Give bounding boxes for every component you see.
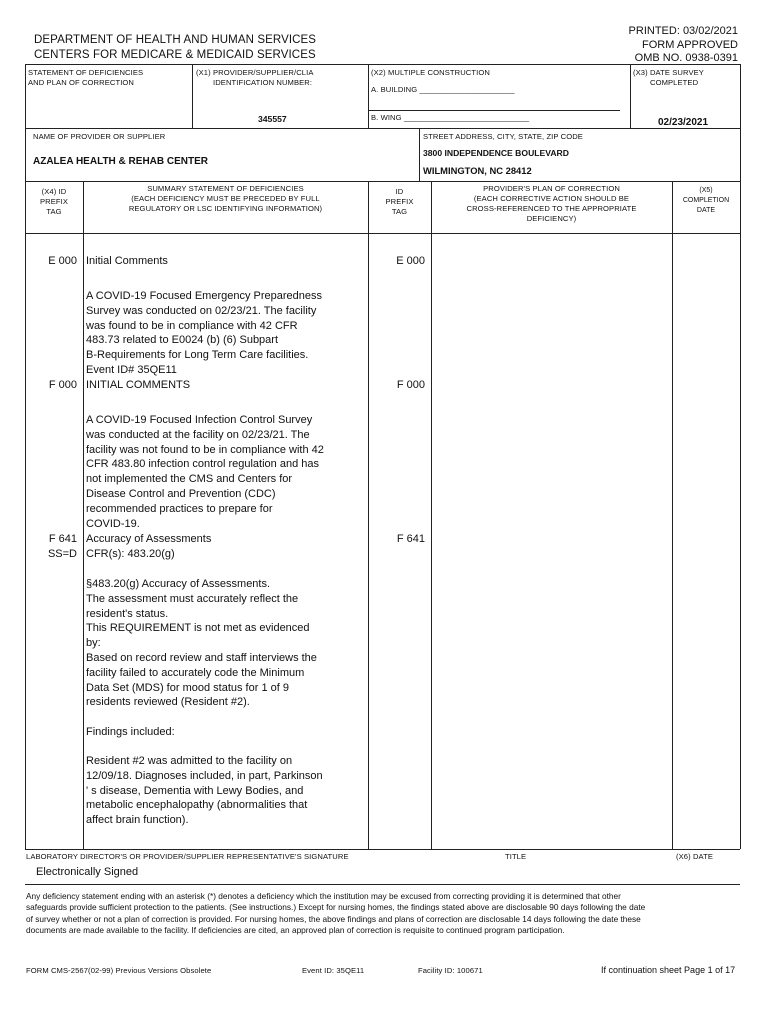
body-bottom bbox=[25, 849, 740, 850]
street-address: 3800 INDEPENDENCE BOULEVARD bbox=[423, 148, 569, 158]
tag-e000: E 000 bbox=[48, 255, 77, 267]
building-field: A. BUILDING ______________________ bbox=[371, 85, 515, 94]
id-tag-f641: F 641 bbox=[396, 533, 425, 545]
title-e000: Initial Comments bbox=[86, 255, 168, 267]
event-id: Event ID: 35QE11 bbox=[302, 966, 365, 975]
disclosure-note: Any deficiency statement ending with an asterisk (*) denotes a deficiency which the institution may be excused from correcting providing it is determined that other safeguards provide sufficient protection to the patients. (See instructions.) Except for nursing homes, the findings stated above are disclosable 90 days following the date of survey whether or not a plan of correction is provided. For nursing homes, the above findings and plans of correction are disclosable 14 days following the date these documents are made available to the facility. If deficiencies are cited, an approved plan of correction is requisite to continued program participation. bbox=[26, 891, 646, 936]
x5-column-header: (X5) COMPLETION DATE bbox=[682, 187, 730, 214]
wing-field: B. WING _____________________________ bbox=[371, 113, 530, 122]
x1-label: (X1) PROVIDER/SUPPLIER/CLIA IDENTIFICATION NUMBER: bbox=[196, 68, 314, 87]
cfr-f641: CFR(s): 483.20(g) bbox=[86, 548, 175, 560]
director-signature-label: LABORATORY DIRECTOR'S OR PROVIDER/SUPPLIER REPRESENTATIVE'S SIGNATURE bbox=[26, 852, 349, 861]
summary-column-header: SUMMARY STATEMENT OF DEFICIENCIES (EACH DEFICIENCY MUST BE PRECEDED BY FULL REGULATORY OR LSC IDENTIFYING INFORMATION) bbox=[128, 184, 323, 213]
city-state-zip: WILMINGTON, NC 28412 bbox=[423, 165, 532, 176]
x3-label: (X3) DATE SURVEY COMPLETED bbox=[633, 68, 704, 87]
text-e000: A COVID-19 Focused Emergency Preparedness Survey was conducted on 02/23/21. The facility was found to be in compliance with 42 CFR 483.73 related to E0024 (b) (6) Subpart B-Requirements for Long Term Care facilities. Event ID# 35QE11 bbox=[86, 290, 323, 376]
v-divider-address bbox=[419, 128, 420, 181]
text-f000: A COVID-19 Focused Infection Control Survey was conducted at the facility on 02/23/21. The facility was not found to be in compliance with 42 CFR 483.80 infection control regulation and has not implemented the CMS and Centers for Disease Control and Prevention (CDC) recommended practices to prepare for COVID-19. bbox=[86, 414, 324, 530]
provider-name-label: NAME OF PROVIDER OR SUPPLIER bbox=[33, 132, 166, 141]
form-approved: FORM APPROVED bbox=[642, 38, 738, 51]
department-header bbox=[34, 33, 316, 63]
right-border bbox=[740, 64, 741, 849]
findings-label: Findings included: bbox=[86, 726, 175, 738]
id-tag-e000: E 000 bbox=[396, 255, 425, 267]
top-border bbox=[25, 64, 740, 65]
electronic-signature: Electronically Signed bbox=[36, 866, 139, 878]
left-border bbox=[25, 64, 26, 849]
facility-id: Facility ID: 100671 bbox=[418, 966, 483, 975]
centers-name: CENTERS FOR MEDICARE & MEDICAID SERVICES bbox=[34, 49, 316, 61]
x4-column-header: (X4) ID PREFIX TAG bbox=[39, 187, 69, 216]
x2-label: (X2) MULTIPLE CONSTRUCTION bbox=[371, 68, 490, 77]
title-f000: INITIAL COMMENTS bbox=[86, 379, 191, 391]
form-meta bbox=[629, 25, 738, 66]
date-label: (X6) DATE bbox=[676, 852, 714, 861]
box-divider-2 bbox=[25, 181, 740, 182]
column-header-bottom bbox=[25, 233, 740, 234]
department-name: DEPARTMENT OF HEALTH AND HUMAN SERVICES bbox=[34, 34, 317, 46]
col-line-1 bbox=[83, 181, 84, 849]
box-divider-1 bbox=[25, 128, 740, 129]
id-column-header: ID PREFIX TAG bbox=[385, 187, 414, 216]
address-label: STREET ADDRESS, CITY, STATE, ZIP CODE bbox=[423, 132, 583, 141]
v-divider-3 bbox=[630, 64, 631, 128]
tag-f641: F 641 bbox=[48, 533, 77, 545]
id-tag-f000: F 000 bbox=[396, 379, 425, 391]
provider-number: 345557 bbox=[258, 114, 287, 124]
title-f641: Accuracy of Assessments bbox=[86, 533, 212, 545]
provider-name: AZALEA HEALTH & REHAB CENTER bbox=[33, 156, 208, 167]
v-divider-1 bbox=[192, 64, 193, 128]
page-indicator: If continuation sheet Page 1 of 17 bbox=[601, 965, 736, 975]
statement-label: STATEMENT OF DEFICIENCIES AND PLAN OF CORRECTION bbox=[28, 68, 144, 87]
severity-scope: SS=D bbox=[47, 548, 77, 560]
building-wing-divider bbox=[368, 110, 620, 111]
resident-text: Resident #2 was admitted to the facility on 12/09/18. Diagnoses included, in part, Parkinson ' s disease, Dementia with Lewy Bodies, and metabolic encephalopathy (abnormalities that affect brain function). bbox=[86, 755, 323, 827]
col-line-3 bbox=[431, 181, 432, 849]
text-f641: §483.20(g) Accuracy of Assessments. The assessment must accurately reflect the resident's status. This REQUIREMENT is not met as evidenced by: Based on record review and staff interviews the facility failed to accurately code the Minimum Data Set (MDS) for mood status for 1 of 9 residents reviewed (Resident #2). bbox=[86, 578, 317, 709]
form-identifier: FORM CMS-2567(02-99) Previous Versions Obsolete bbox=[26, 966, 212, 975]
col-line-2 bbox=[368, 181, 369, 849]
v-divider-2 bbox=[368, 64, 369, 128]
plan-column-header: PROVIDER'S PLAN OF CORRECTION (EACH CORRECTIVE ACTION SHOULD BE CROSS-REFERENCED TO THE APPROPRIATE DEFICIENCY) bbox=[466, 184, 637, 223]
tag-f000: F 000 bbox=[48, 379, 77, 391]
printed-date: PRINTED: 03/02/2021 bbox=[628, 25, 738, 37]
signature-bottom bbox=[25, 884, 740, 885]
omb-number: OMB NO. 0938-0391 bbox=[634, 52, 738, 64]
col-line-4 bbox=[672, 181, 673, 849]
title-label: TITLE bbox=[505, 852, 527, 861]
survey-completed-date: 02/23/2021 bbox=[658, 117, 709, 128]
